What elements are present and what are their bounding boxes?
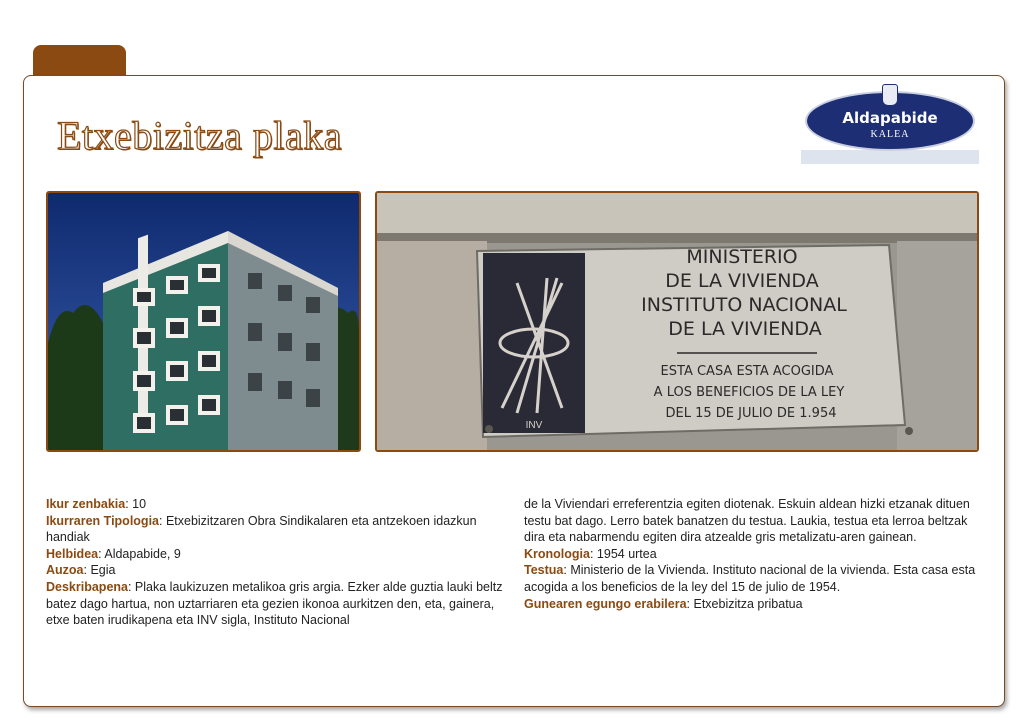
plaque-line-3: INSTITUTO NACIONAL [641,294,847,316]
building-photo [46,191,361,452]
plaque-emblem-text: INV [525,420,543,431]
field-label: Gunearen egungo erabilera [524,596,687,611]
field-tipologia [46,513,506,546]
plaque-line-6: A LOS BENEFICIOS DE LA LEY [653,385,845,400]
info-column-left [46,496,506,629]
logo-band [801,150,979,164]
field-deskribapena [46,579,506,629]
plaque-line-2: DE LA VIVIENDA [665,270,819,292]
plaque-line-5: ESTA CASA ESTA ACOGIDA [660,364,834,379]
field-label: Kronologia [524,546,590,561]
logo-kalea: KALEA [870,129,910,140]
field-auzoa [46,562,506,579]
field-value: : Etxebizitza pribatua [686,596,803,611]
field-kronologia [524,546,984,563]
field-value: : 10 [125,497,147,511]
info-column-right [524,496,984,612]
field-label: Auzoa [46,563,84,578]
field-value: : Etxebizitzaren Obra Sindikalaren eta antzekoen idazkun handiak [46,513,477,545]
logo-street-name: Aldapabide [842,109,938,127]
coat-of-arms-icon [882,84,898,106]
field-ikur [46,496,506,513]
plaque-line-7: DEL 15 DE JULIO DE 1.954 [665,406,837,421]
page-title: Etxebizitza plaka [57,113,343,158]
field-testua [524,562,984,595]
field-helbidea [46,546,506,563]
field-value: : Aldapabide, 9 [98,546,181,561]
plaque-photo [375,191,979,452]
field-erabilera [524,596,984,613]
plaque-line-1: MINISTERIO [686,246,798,268]
field-label: Ikur zenbakia [46,497,126,511]
field-deskribapena-continued: de la Viviendari erreferentzia egiten diotenak. Eskuin aldean hizki etzanak dituen testu bat dago. Lerro batek banatzen du testua. Laukia, testua eta lerroa beltzak dira eta nabarmendu egiten dira atzealde gris metalizatu-aren gainean. [524,497,970,545]
field-label: Testua [524,563,564,578]
plaque-line-4: DE LA VIVIENDA [668,318,822,340]
field-label: Ikurraren Tipologia [46,513,159,528]
field-label: Deskribapena [46,579,128,594]
street-sign-logo [801,84,979,164]
field-value: : 1954 urtea [589,546,657,561]
field-value: : Ministerio de la Vivienda. Instituto nacional de la vivienda. Esta casa esta acogida a los beneficios de la ley del 15 de julio de 1954. [524,563,976,594]
field-value: : Egia [83,563,116,578]
field-label: Helbidea [46,546,99,561]
field-value: : Plaka laukizuzen metalikoa gris argia. Ezker alde guztia lauki beltz batez dago hartua, non uztarriaren eta gezien ikonoa aurkitzen den, eta, gainera, etxe baten irudikapena eta INV sigla, Instituto Nacional [46,579,503,628]
